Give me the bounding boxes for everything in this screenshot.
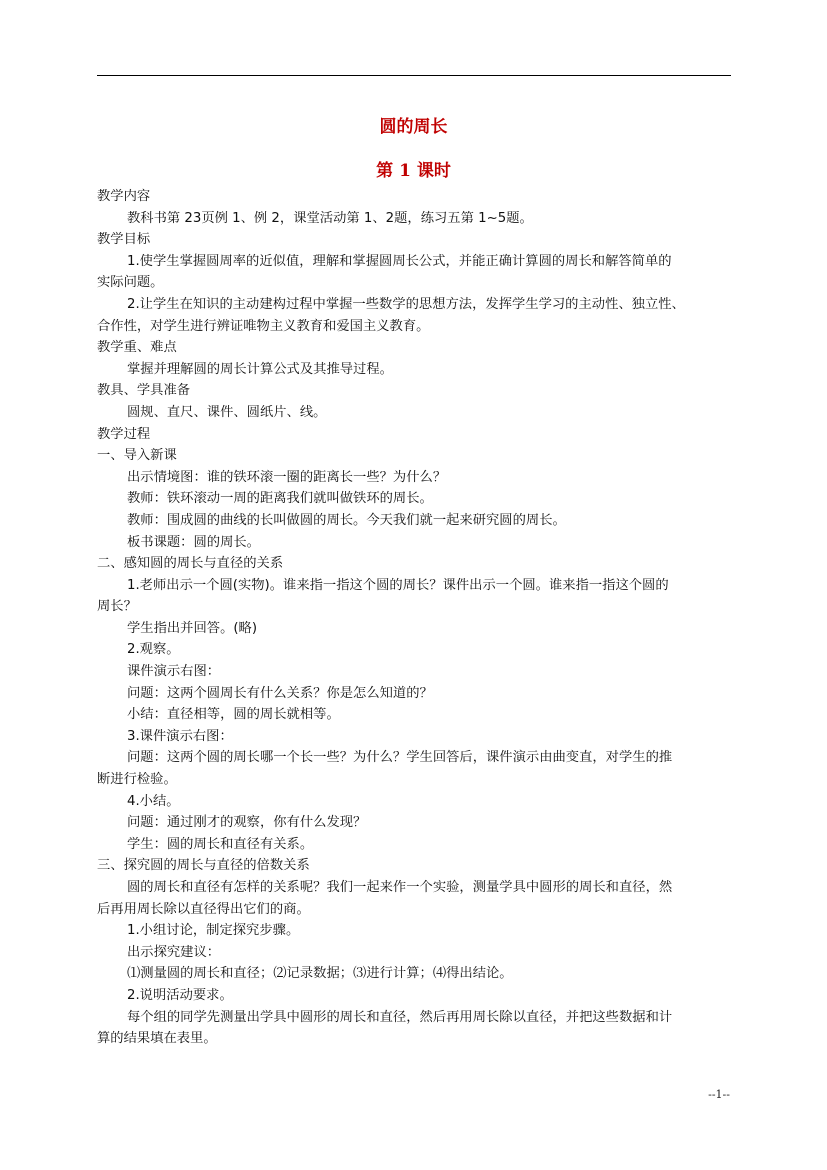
text-line: 4.小结。 — [127, 793, 180, 809]
text-line: 1.小组讨论，制定探究步骤。 — [127, 923, 300, 939]
text-line: 课件演示右图： — [127, 664, 221, 680]
text-line: 每个组的同学先测量出学具中圆形的周长和直径，然后再用周长除以直径，并把这些数据和计 — [127, 1009, 673, 1025]
text-line: 周长？ — [97, 599, 137, 615]
text-line: 1.老师出示一个圆(实物)。谁来指一指这个圆的周长？课件出示一个圆。谁来指一指这个圆的 — [127, 577, 669, 593]
text-line: 问题：通过刚才的观察，你有什么发现？ — [127, 815, 367, 831]
text-line: 教师：铁环滚动一周的距离我们就叫做铁环的周长。 — [127, 491, 433, 507]
text-line: 断进行检验。 — [97, 772, 177, 788]
text-line: 问题：这两个圆周长有什么关系？你是怎么知道的？ — [127, 685, 433, 701]
text-line: 圆规、直尺、课件、圆纸片、线。 — [127, 404, 327, 420]
text-line: 学生：圆的周长和直径有关系。 — [127, 836, 314, 852]
text-line: 2.观察。 — [127, 642, 180, 658]
text-line: 三、探究圆的周长与直径的倍数关系 — [97, 858, 310, 874]
page-title: 圆的周长 — [379, 117, 448, 137]
text-line: 教科书第 23页例 1、例 2，课堂活动第 1、2题，练习五第 1~5题。 — [127, 210, 533, 226]
text-line: 板书课题：圆的周长。 — [127, 534, 260, 550]
text-line: 算的结果填在表里。 — [97, 1031, 217, 1047]
page-subtitle: 第 1 课时 — [376, 161, 451, 181]
text-line: 出示情境图：谁的铁环滚一圈的距离长一些？为什么？ — [127, 469, 447, 485]
text-line: 掌握并理解圆的周长计算公式及其推导过程。 — [127, 361, 393, 377]
text-line: 3.课件演示右图： — [127, 728, 233, 744]
text-line: 2.让学生在知识的主动建构过程中掌握一些数学的思想方法，发挥学生学习的主动性、独立性、 — [127, 296, 685, 312]
text-line: 小结：直径相等，圆的周长就相等。 — [127, 707, 340, 723]
text-line: 问题：这两个圆的周长哪一个长一些？为什么？学生回答后，课件演示由曲变直，对学生的推 — [127, 750, 673, 766]
text-line: 圆的周长和直径有怎样的关系呢？我们一起来作一个实验，测量学具中圆形的周长和直径，然 — [127, 880, 673, 895]
page-number: --1-- — [708, 1088, 730, 1101]
text-line: 1.使学生掌握圆周率的近似值，理解和掌握圆周长公式，并能正确计算圆的周长和解答简单的 — [127, 253, 672, 269]
text-line: 后再用周长除以直径得出它们的商。 — [97, 901, 310, 917]
lesson-body — [97, 186, 731, 1050]
text-line: 教学内容 — [97, 189, 151, 204]
header-rule — [97, 75, 731, 76]
text-line: 2.说明活动要求。 — [127, 987, 233, 1003]
text-line: 实际问题。 — [97, 275, 164, 291]
text-line: 一、导入新课 — [97, 448, 177, 464]
text-line: 教学过程 — [97, 426, 151, 442]
text-line: 出示探究建议： — [127, 944, 221, 960]
text-line: 教学目标 — [97, 232, 151, 248]
text-line: 学生指出并回答。(略) — [127, 620, 258, 636]
text-line: 教具、学具准备 — [97, 383, 191, 399]
text-line: 二、感知圆的周长与直径的关系 — [97, 556, 284, 572]
text-line: 合作性，对学生进行辨证唯物主义教育和爱国主义教育。 — [97, 318, 430, 334]
text-line: ⑴测量圆的周长和直径；⑵记录数据；⑶进行计算；⑷得出结论。 — [127, 966, 513, 982]
text-line: 教师：围成圆的曲线的长叫做圆的周长。今天我们就一起来研究圆的周长。 — [127, 512, 566, 528]
text-line: 教学重、难点 — [97, 340, 177, 356]
